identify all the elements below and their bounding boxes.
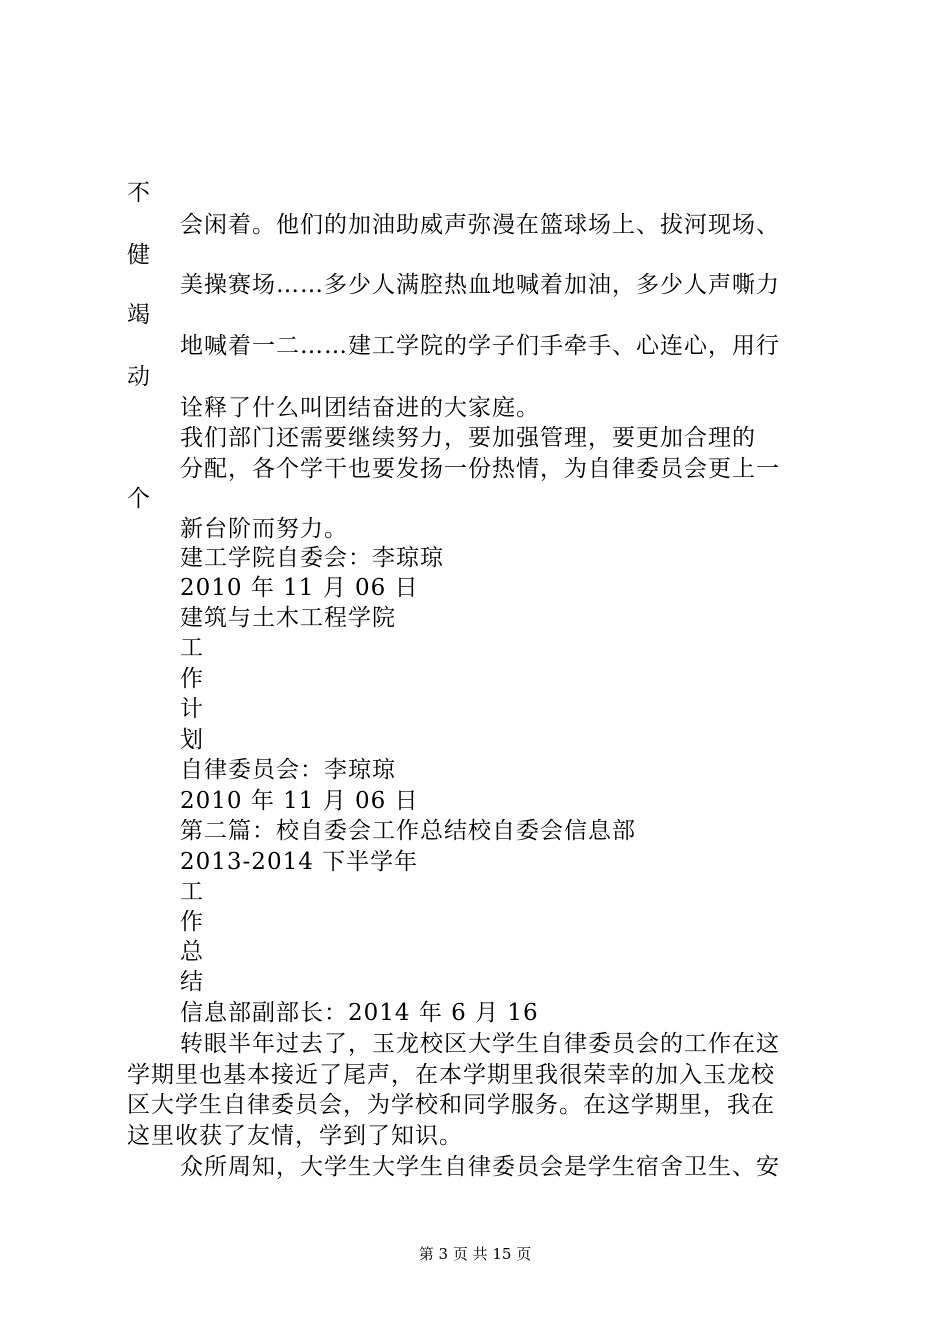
section-heading: 第二篇：校自委会工作总结校自委会信息部 xyxy=(180,818,636,844)
text-line: 2013-2014 下半学年 xyxy=(180,849,419,875)
text-line: 这里收获了友情，学到了知识。 xyxy=(127,1123,463,1149)
text-line: 众所周知，大学生大学生自律委员会是学生宿舍卫生、安 xyxy=(180,1154,780,1180)
text-line: 总 xyxy=(180,939,204,965)
page-number-footer: 第 3 页 共 15 页 xyxy=(418,1245,532,1263)
text-line: 工 xyxy=(180,879,204,905)
text-line: 划 xyxy=(180,727,204,753)
text-line: 建工学院自委会：李琼琼 xyxy=(180,545,444,571)
text-line: 自律委员会：李琼琼 xyxy=(180,757,396,783)
text-line: 作 xyxy=(180,666,204,692)
text-line: 分配，各个学干也要发扬一份热情，为自律委员会更上一 xyxy=(180,456,780,482)
text-line: 工 xyxy=(180,635,204,661)
text-line: 地喊着一二……建工学院的学子们手牵手、心连心，用行 xyxy=(180,333,780,359)
date-line: 2010 年 11 月 06 日 xyxy=(180,788,419,814)
text-line: 不 xyxy=(127,180,151,206)
text-line: 个 xyxy=(127,486,151,512)
text-line: 美操赛场……多少人满腔热血地喊着加油，多少人声嘶力 xyxy=(180,272,780,298)
text-line: 健 xyxy=(127,242,151,268)
text-line: 新台阶而努力。 xyxy=(180,516,348,542)
text-line: 信息部副部长：2014 年 6 月 16 xyxy=(180,1000,539,1026)
text-line: 转眼半年过去了，玉龙校区大学生自律委员会的工作在这 xyxy=(180,1031,780,1057)
text-line: 我们部门还需要继续努力，要加强管理，要更加合理的 xyxy=(180,425,756,451)
text-line: 作 xyxy=(180,909,204,935)
text-line: 动 xyxy=(127,364,151,390)
text-line: 诠释了什么叫团结奋进的大家庭。 xyxy=(180,395,540,421)
text-line: 建筑与土木工程学院 xyxy=(180,605,396,631)
date-line: 2010 年 11 月 06 日 xyxy=(180,575,419,601)
text-line: 计 xyxy=(180,696,204,722)
text-line: 竭 xyxy=(127,302,151,328)
text-line: 学期里也基本接近了尾声，在本学期里我很荣幸的加入玉龙校 xyxy=(127,1062,775,1088)
text-line: 会闲着。他们的加油助威声弥漫在篮球场上、拔河现场、 xyxy=(180,212,780,238)
text-line: 区大学生自律委员会，为学校和同学服务。在这学期里，我在 xyxy=(127,1092,775,1118)
text-line: 结 xyxy=(180,969,204,995)
